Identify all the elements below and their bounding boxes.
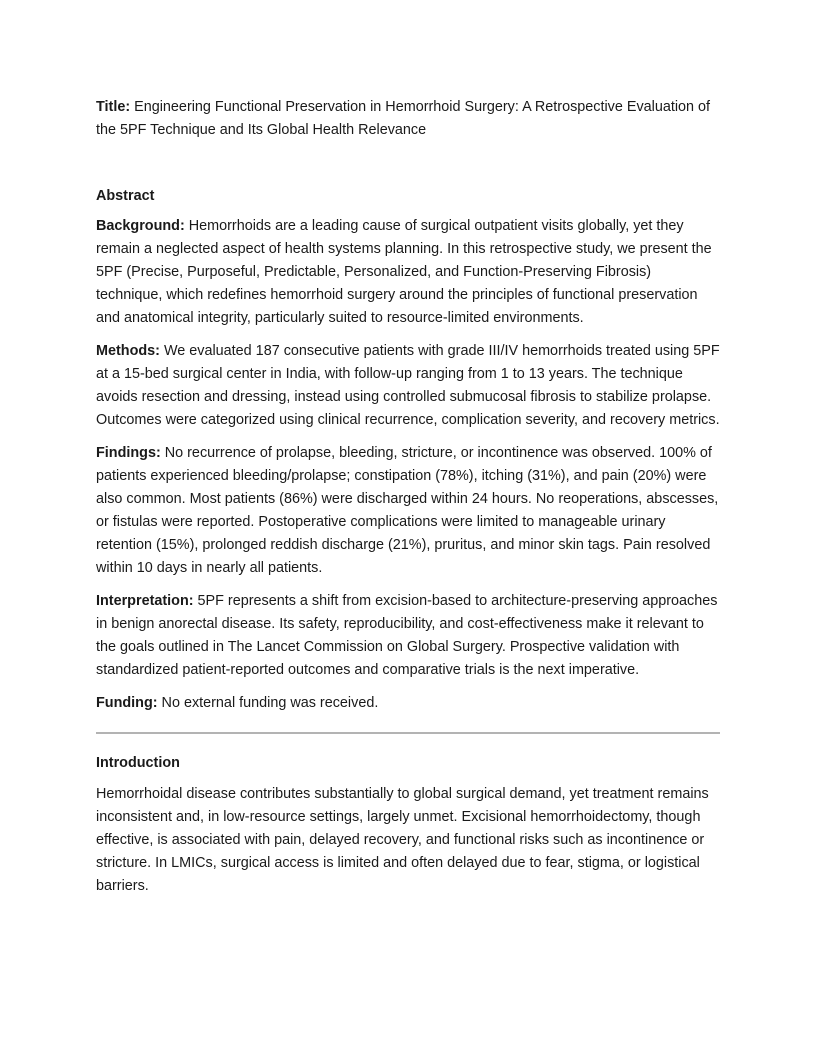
title-label: Title: (96, 99, 131, 115)
abstract-background (96, 215, 720, 330)
background-label: Background: (96, 218, 185, 234)
funding-text: No external funding was received. (161, 695, 379, 711)
introduction-heading: Introduction (96, 755, 180, 771)
interpretation-label: Interpretation: (96, 593, 194, 609)
findings-label: Findings: (96, 445, 161, 461)
methods-text: We evaluated 187 consecutive patients with grade III/IV hemorrhoids treated using 5PF at a 15-bed surgical center in India, with follow-up ranging from 1 to 13 years. The technique avoids resection and dressing, instead using controlled submucosal fibrosis to stabilize prolapse. Outcomes were categorized using clinical recurrence, complication severity, and recovery metrics. (96, 343, 720, 428)
findings-text: No recurrence of prolapse, bleeding, stricture, or incontinence was observed. 100% of patients experienced bleeding/prolapse; constipation (78%), itching (31%), and pain (20%) were also common. Most patients (86%) were discharged within 24 hours. No reoperations, abscesses, or fistulas were reported. Postoperative complications were limited to manageable urinary retention (15%), prolonged reddish discharge (21%), pruritus, and minor skin tags. Pain resolved within 10 days in nearly all patients. (96, 445, 719, 576)
section-divider (96, 732, 720, 734)
title-text: Engineering Functional Preservation in Hemorrhoid Surgery: A Retrospective Evaluation of the 5PF Technique and Its Global Health Relevance (96, 99, 711, 138)
introduction-paragraph: Hemorrhoidal disease contributes substantially to global surgical demand, yet treatment remains inconsistent and, in low-resource settings, largely unmet. Excisional hemorrhoidectomy, though effective, is associated with pain, delayed recovery, and functional risks such as incontinence or stricture. In LMICs, surgical access is limited and often delayed due to fear, stigma, or logistical barriers. (96, 786, 709, 894)
funding-label: Funding: (96, 695, 158, 711)
document-page (96, 96, 720, 898)
abstract-interpretation (96, 590, 720, 682)
abstract-findings (96, 442, 720, 580)
interpretation-text: 5PF represents a shift from excision-based to architecture-preserving approaches in benign anorectal disease. Its safety, reproducibility, and cost-effectiveness make it relevant to the goals outlined in The Lancet Commission on Global Surgery. Prospective validation with standardized patient-reported outcomes and comparative trials is the next imperative. (96, 593, 718, 678)
background-text: Hemorrhoids are a leading cause of surgical outpatient visits globally, yet they remain a neglected aspect of health systems planning. In this retrospective study, we present the 5PF (Precise, Purposeful, Predictable, Personalized, and Function-Preserving Fibrosis) technique, which redefines hemorrhoid surgery around the principles of functional preservation and anatomical integrity, particularly suited to resource-limited environments. (96, 218, 712, 326)
abstract-heading: Abstract (96, 188, 155, 204)
methods-label: Methods: (96, 343, 160, 359)
abstract-funding (96, 692, 720, 715)
paper-title (96, 96, 720, 142)
abstract-methods (96, 340, 720, 432)
